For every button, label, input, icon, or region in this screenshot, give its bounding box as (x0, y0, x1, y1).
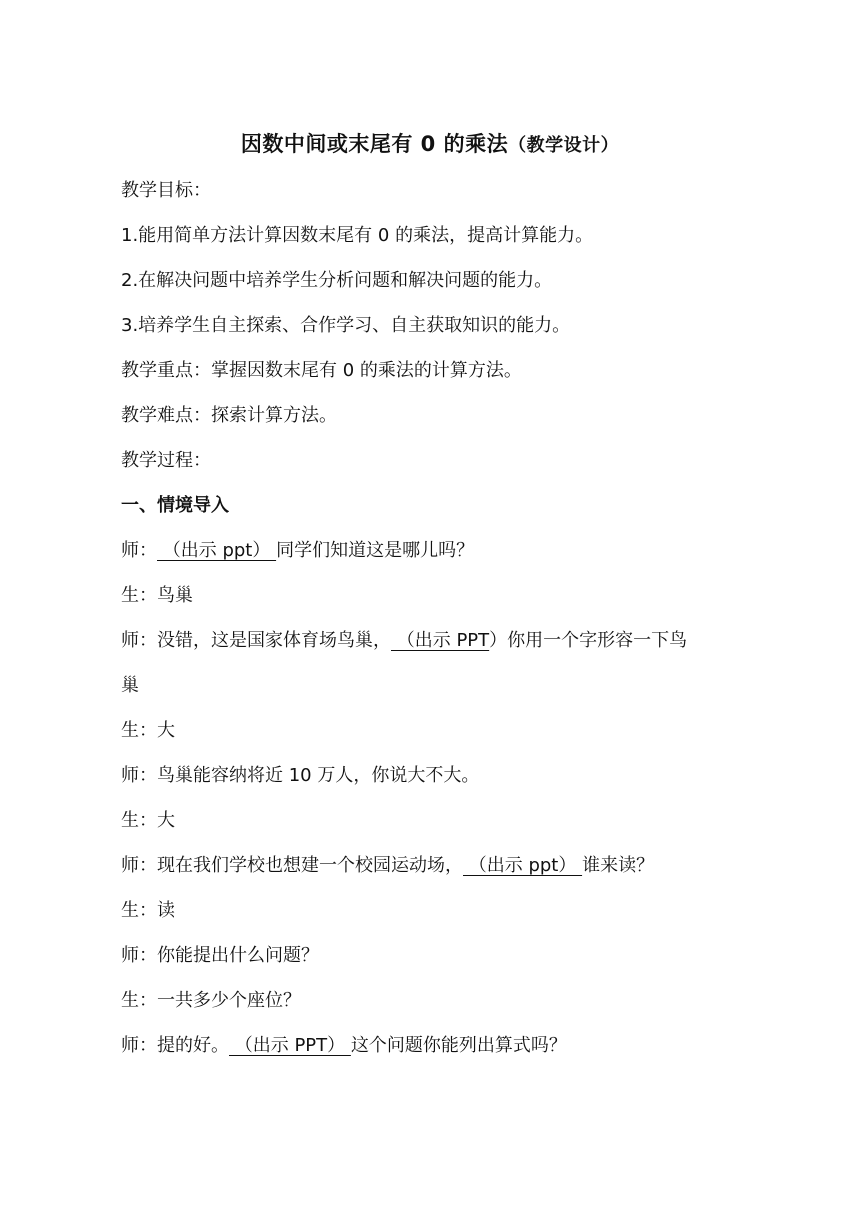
dialogue-text: 生：一共多少个座位？ (121, 990, 301, 1011)
ppt-cue: （出示 PPT） (229, 1035, 351, 1056)
title-main: 因数中间或末尾有 0 的乘法 (240, 132, 509, 156)
section-heading: 一、情境导入 (121, 495, 229, 516)
dialogue-line (121, 808, 175, 834)
dialogue-line (121, 1033, 567, 1059)
dialogue-text: 师：没错，这是国家体育场鸟巢， (121, 630, 391, 651)
goals-heading: 教学目标： (121, 180, 211, 201)
dialogue-text: 师：鸟巢能容纳将近 10 万人，你说大不大。 (121, 765, 480, 786)
ppt-cue: （出示 ppt） (157, 540, 277, 561)
difficulty: 教学难点：探索计算方法。 (121, 405, 337, 426)
process-heading: 教学过程： (121, 450, 211, 471)
title-subtitle: （教学设计） (508, 135, 620, 156)
dialogue-line (121, 898, 175, 924)
dialogue-line (121, 673, 139, 699)
dialogue-line (121, 943, 319, 969)
goal-item-3: 3.培养学生自主探索、合作学习、自主获取知识的能力。 (121, 315, 571, 336)
dialogue-text: 师：现在我们学校也想建一个校园运动场， (121, 855, 463, 876)
document-title (0, 128, 860, 158)
dialogue-text: 师：你能提出什么问题？ (121, 945, 319, 966)
dialogue-text: 巢 (121, 675, 139, 696)
dialogue-line (121, 628, 687, 654)
dialogue-text: 生：读 (121, 900, 175, 921)
dialogue-text: 这个问题你能列出算式吗？ (350, 1035, 567, 1056)
dialogue-text: ）你用一个字形容一下鸟 (489, 630, 688, 651)
key-point: 教学重点：掌握因数末尾有 0 的乘法的计算方法。 (121, 360, 522, 381)
dialogue-line (121, 583, 193, 609)
dialogue-text: 生：鸟巢 (121, 585, 193, 606)
ppt-cue: （出示 ppt） (463, 855, 583, 876)
goal-item-2: 2.在解决问题中培养学生分析问题和解决问题的能力。 (121, 270, 553, 291)
dialogue-text: 生：大 (121, 720, 175, 741)
dialogue-text: 师： (121, 540, 157, 561)
dialogue-text: 谁来读？ (582, 855, 655, 876)
dialogue-text: 同学们知道这是哪儿吗？ (276, 540, 475, 561)
dialogue-line (121, 538, 474, 564)
ppt-cue: （出示 PPT (391, 630, 490, 651)
dialogue-text: 师：提的好。 (121, 1035, 229, 1056)
dialogue-text: 生：大 (121, 810, 175, 831)
dialogue-line (121, 718, 175, 744)
dialogue-line (121, 853, 654, 879)
dialogue-line (121, 988, 301, 1014)
dialogue-line (121, 763, 479, 789)
goal-item-1: 1.能用简单方法计算因数末尾有 0 的乘法，提高计算能力。 (121, 225, 594, 246)
